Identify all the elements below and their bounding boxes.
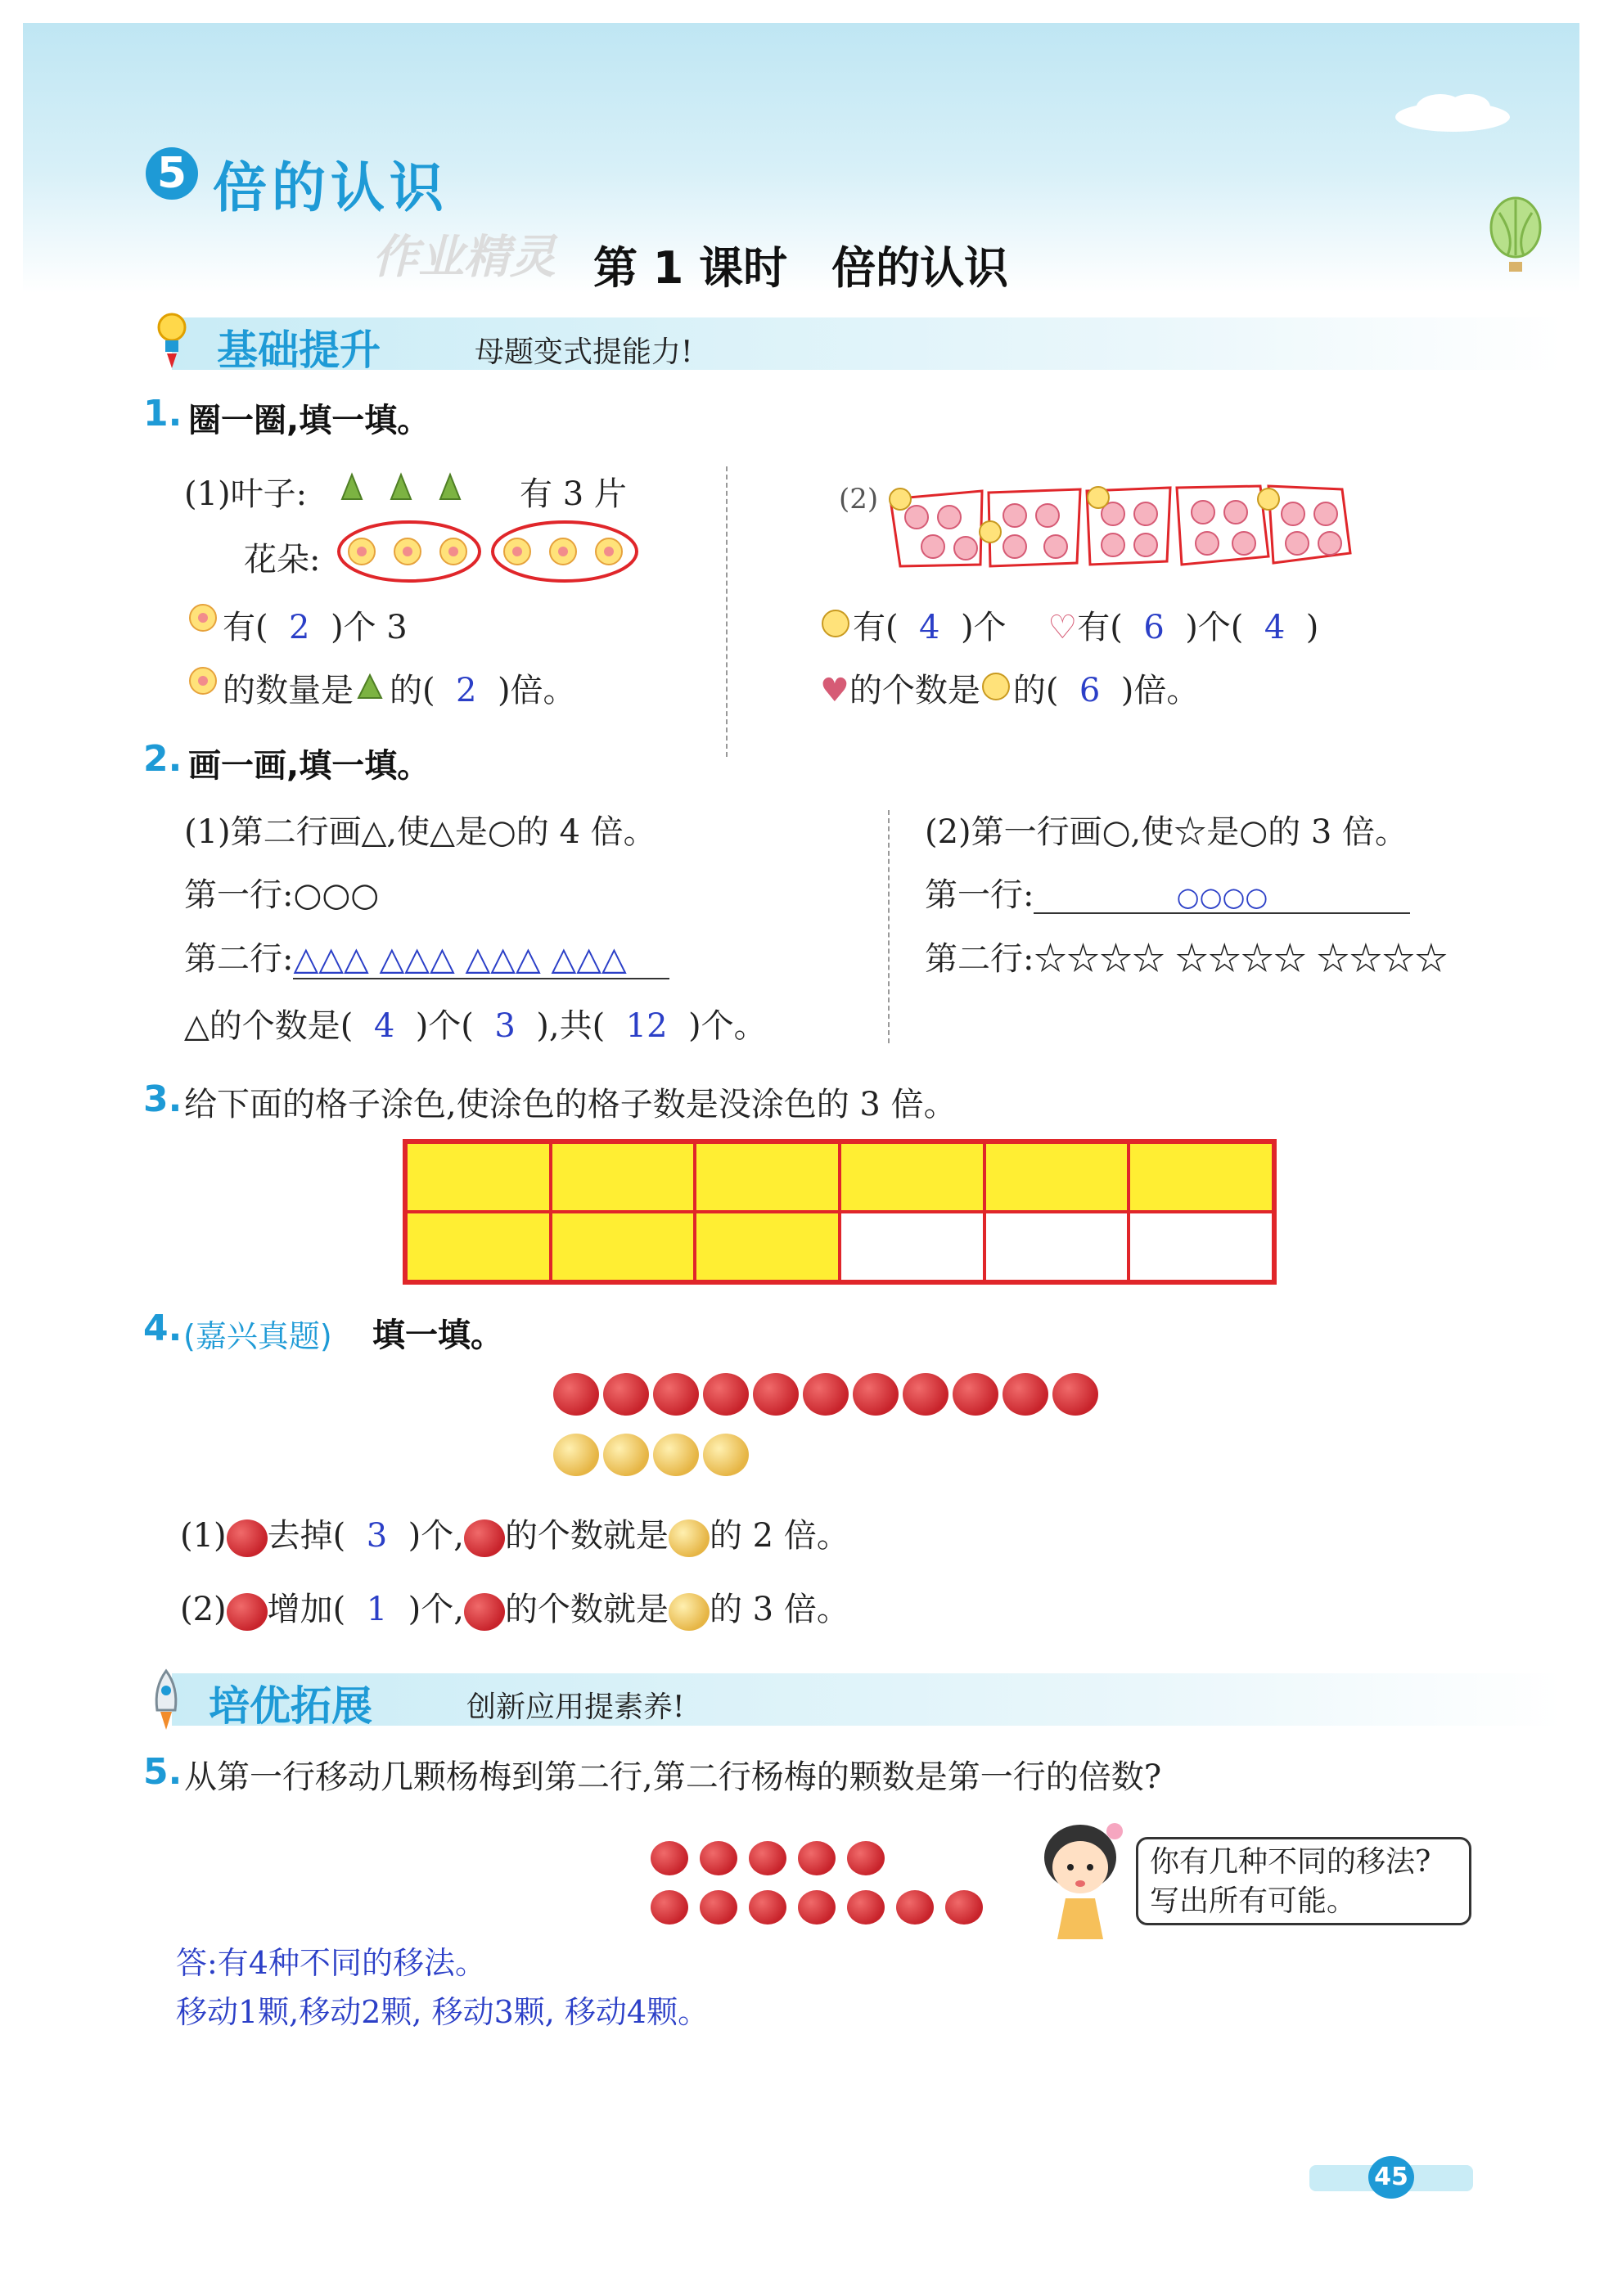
loquat-icon	[653, 1434, 699, 1476]
speech-bubble	[1136, 1837, 1471, 1925]
q2p2-row1	[925, 869, 1410, 916]
leaf-icon	[354, 672, 390, 709]
text: )倍。	[1120, 672, 1200, 709]
text: 的个数是	[849, 672, 980, 709]
loquat-icon	[603, 1434, 649, 1476]
q2p1-row2	[184, 933, 669, 979]
heart-icon: ♡	[1048, 609, 1078, 646]
q3-number: 3.	[143, 1078, 182, 1120]
grid-cell-colored	[551, 1212, 696, 1281]
text: )个(	[1185, 609, 1244, 646]
grid-cell-colored	[406, 1212, 551, 1281]
bayberry-row-1	[651, 1841, 896, 1879]
smiley-icon	[980, 672, 1013, 709]
orange-fruit-row	[553, 1434, 753, 1479]
text: )倍。	[497, 672, 576, 709]
text: 第二行:	[925, 940, 1034, 978]
bayberry-icon	[847, 1841, 885, 1875]
answer: 6	[1143, 609, 1165, 646]
bayberry-icon	[227, 1519, 268, 1557]
text: △的个数是(	[184, 1007, 354, 1045]
text: 的个数就是	[504, 1517, 669, 1555]
text: 的(	[1012, 672, 1059, 709]
text: 的 3 倍。	[709, 1591, 849, 1628]
text: )个,	[408, 1591, 464, 1628]
bayberry-icon	[753, 1373, 799, 1416]
q2p1-row1	[184, 869, 379, 916]
heart-icon: ♥	[820, 672, 849, 709]
section-title-extension: 培优拓展	[209, 1682, 372, 1730]
q1-number: 1.	[143, 393, 182, 434]
grid-cell-colored	[984, 1142, 1129, 1212]
grid-cell-colored	[406, 1142, 551, 1212]
text: ○○○	[293, 876, 380, 914]
q1p2-label: (2)	[839, 483, 879, 515]
flower-groups	[336, 519, 647, 586]
q2p1-line	[184, 1000, 767, 1047]
bayberry-icon	[703, 1373, 749, 1416]
smiley-icon	[820, 609, 853, 646]
drawn-answer: ○○○○	[1034, 881, 1410, 914]
text: )个,	[408, 1517, 464, 1555]
bubble-line-2: 写出所有可能。	[1150, 1884, 1357, 1918]
hot-air-balloon-icon	[1483, 196, 1548, 278]
q4-tag: (嘉兴真题)	[183, 1318, 332, 1354]
bayberry-icon	[749, 1890, 786, 1925]
text: 增加(	[267, 1591, 346, 1628]
q4-number: 4.	[143, 1308, 182, 1349]
grid-cell-colored	[695, 1142, 840, 1212]
section-subtitle-basic: 母题变式提能力!	[475, 335, 693, 369]
loquat-icon	[669, 1519, 710, 1557]
bayberry-icon	[1002, 1373, 1048, 1416]
q4-line2	[180, 1583, 849, 1631]
answer: 2	[456, 672, 477, 709]
answer: 4	[1264, 609, 1286, 646]
answer: 4	[373, 1007, 395, 1045]
bayberry-icon	[749, 1841, 786, 1875]
leaf-icons	[334, 466, 489, 507]
q3-text: 给下面的格子涂色,使涂色的格子数是没涂色的 3 倍。	[184, 1086, 957, 1123]
bayberry-icon	[903, 1373, 948, 1416]
answer: 1	[366, 1591, 388, 1628]
q1p2-line1	[820, 601, 1318, 648]
answer: 4	[919, 609, 940, 646]
drawn-answer: △△△ △△△ △△△ △△△	[293, 940, 669, 979]
q5-answer-2: 移动1颗,移动2颗, 移动3颗, 移动4颗。	[176, 1994, 710, 2030]
text: 第一行:	[925, 876, 1034, 914]
text: 第二行:	[184, 940, 294, 978]
bayberry-icon	[700, 1890, 737, 1925]
bayberry-icon	[847, 1890, 885, 1925]
girl-avatar	[1033, 1817, 1131, 1956]
bayberry-icon	[553, 1373, 599, 1416]
text: 有(	[853, 609, 899, 646]
text: 有(	[1077, 609, 1123, 646]
bayberry-icon	[464, 1593, 505, 1631]
grid-cell-colored	[695, 1212, 840, 1281]
flower-icon	[187, 664, 219, 697]
text: (2)	[180, 1591, 227, 1628]
q1p1-line2	[223, 664, 576, 711]
bayberry-icon	[953, 1373, 998, 1416]
text: )个 3	[330, 609, 408, 646]
bayberry-icon	[798, 1890, 836, 1925]
coloring-grid	[403, 1139, 1277, 1285]
q1-text: 圈一圈,填一填。	[188, 402, 430, 439]
answer: 3	[366, 1517, 388, 1555]
q1p1-flower-label: 花朵:	[244, 541, 321, 579]
bayberry-row-2	[651, 1890, 994, 1928]
divider	[726, 466, 728, 757]
bayberry-icon	[651, 1841, 688, 1875]
grid-cell-blank	[984, 1212, 1129, 1281]
text: )个(	[415, 1007, 474, 1045]
answer: 2	[289, 609, 310, 646]
q5-text: 从第一行移动几颗杨梅到第二行,第二行杨梅的颗数是第一行的倍数?	[184, 1758, 1162, 1796]
q1p1-leaf-prefix: (1)叶子:	[184, 475, 308, 513]
unit-number-badge: 5	[146, 147, 198, 200]
bayberry-icon	[603, 1373, 649, 1416]
text: 的 2 倍。	[709, 1517, 849, 1555]
lightbulb-icon	[155, 309, 188, 370]
q2p2-instruction: (2)第一行画○,使☆是○的 3 倍。	[925, 813, 1408, 851]
loquat-icon	[703, 1434, 749, 1476]
lesson-title: 第 1 课时 倍的认识	[593, 242, 1009, 294]
q1p2-line2	[820, 664, 1199, 711]
grid-cell-blank	[1129, 1212, 1273, 1281]
grid-cell-colored	[1129, 1142, 1273, 1212]
bayberry-icon	[853, 1373, 899, 1416]
grid-cell-blank	[840, 1212, 984, 1281]
bayberry-icon	[945, 1890, 983, 1925]
q1p1-leaf-count: 有 3 片	[520, 475, 627, 513]
bayberry-icon	[651, 1890, 688, 1925]
text: 第一行:	[184, 876, 294, 914]
bayberry-icon	[227, 1593, 268, 1631]
loquat-icon	[669, 1593, 710, 1631]
text: )个。	[687, 1007, 767, 1045]
q5-number: 5.	[143, 1751, 182, 1793]
bayberry-icon	[653, 1373, 699, 1416]
bayberry-icon	[464, 1519, 505, 1557]
section-title-basic: 基础提升	[217, 326, 381, 374]
q2-number: 2.	[143, 738, 182, 780]
answer: 12	[625, 1007, 668, 1045]
grid-cell-colored	[551, 1142, 696, 1212]
q5-answer-1: 答:有4种不同的移法。	[176, 1945, 486, 1981]
rocket-icon	[146, 1668, 187, 1733]
watermark: 作业精灵	[372, 231, 556, 284]
text: 的个数就是	[504, 1591, 669, 1628]
page-number: 45	[1368, 2156, 1414, 2199]
unit-title: 倍的认识	[213, 156, 448, 219]
q2p2-row2	[925, 933, 1448, 979]
answer: 6	[1079, 672, 1101, 709]
q2-text: 画一画,填一填。	[188, 747, 430, 785]
text: ☆☆☆☆ ☆☆☆☆ ☆☆☆☆	[1034, 940, 1448, 978]
bayberry-icon	[803, 1373, 849, 1416]
answer: 3	[494, 1007, 516, 1045]
q4-text: 填一填。	[372, 1317, 503, 1354]
text: ),共(	[536, 1007, 606, 1045]
section-bar	[172, 317, 1563, 370]
grid-cell-colored	[840, 1142, 984, 1212]
section-subtitle-extension: 创新应用提素养!	[466, 1690, 685, 1724]
bubble-line-1: 你有几种不同的移法?	[1150, 1845, 1431, 1879]
text: 有(	[223, 609, 268, 646]
q1p1-line1	[223, 601, 408, 648]
q4-line1	[180, 1510, 849, 1557]
bayberry-icon	[896, 1890, 934, 1925]
hearts-and-faces-groups	[884, 475, 1358, 581]
text: 的(	[390, 672, 435, 709]
text: )	[1305, 609, 1319, 646]
bayberry-icon	[1052, 1373, 1098, 1416]
q2p1-instruction: (1)第二行画△,使△是○的 4 倍。	[184, 813, 656, 851]
text: )个	[960, 609, 1007, 646]
bayberry-icon	[700, 1841, 737, 1875]
text: 去掉(	[267, 1517, 346, 1555]
text: 的数量是	[223, 672, 354, 709]
flower-icon	[187, 601, 219, 634]
red-fruit-row	[553, 1373, 1102, 1419]
section-bar	[172, 1673, 1563, 1726]
loquat-icon	[553, 1434, 599, 1476]
bayberry-icon	[798, 1841, 836, 1875]
cloud-icon	[1391, 86, 1514, 135]
text: (1)	[180, 1517, 227, 1555]
divider	[888, 810, 890, 1043]
